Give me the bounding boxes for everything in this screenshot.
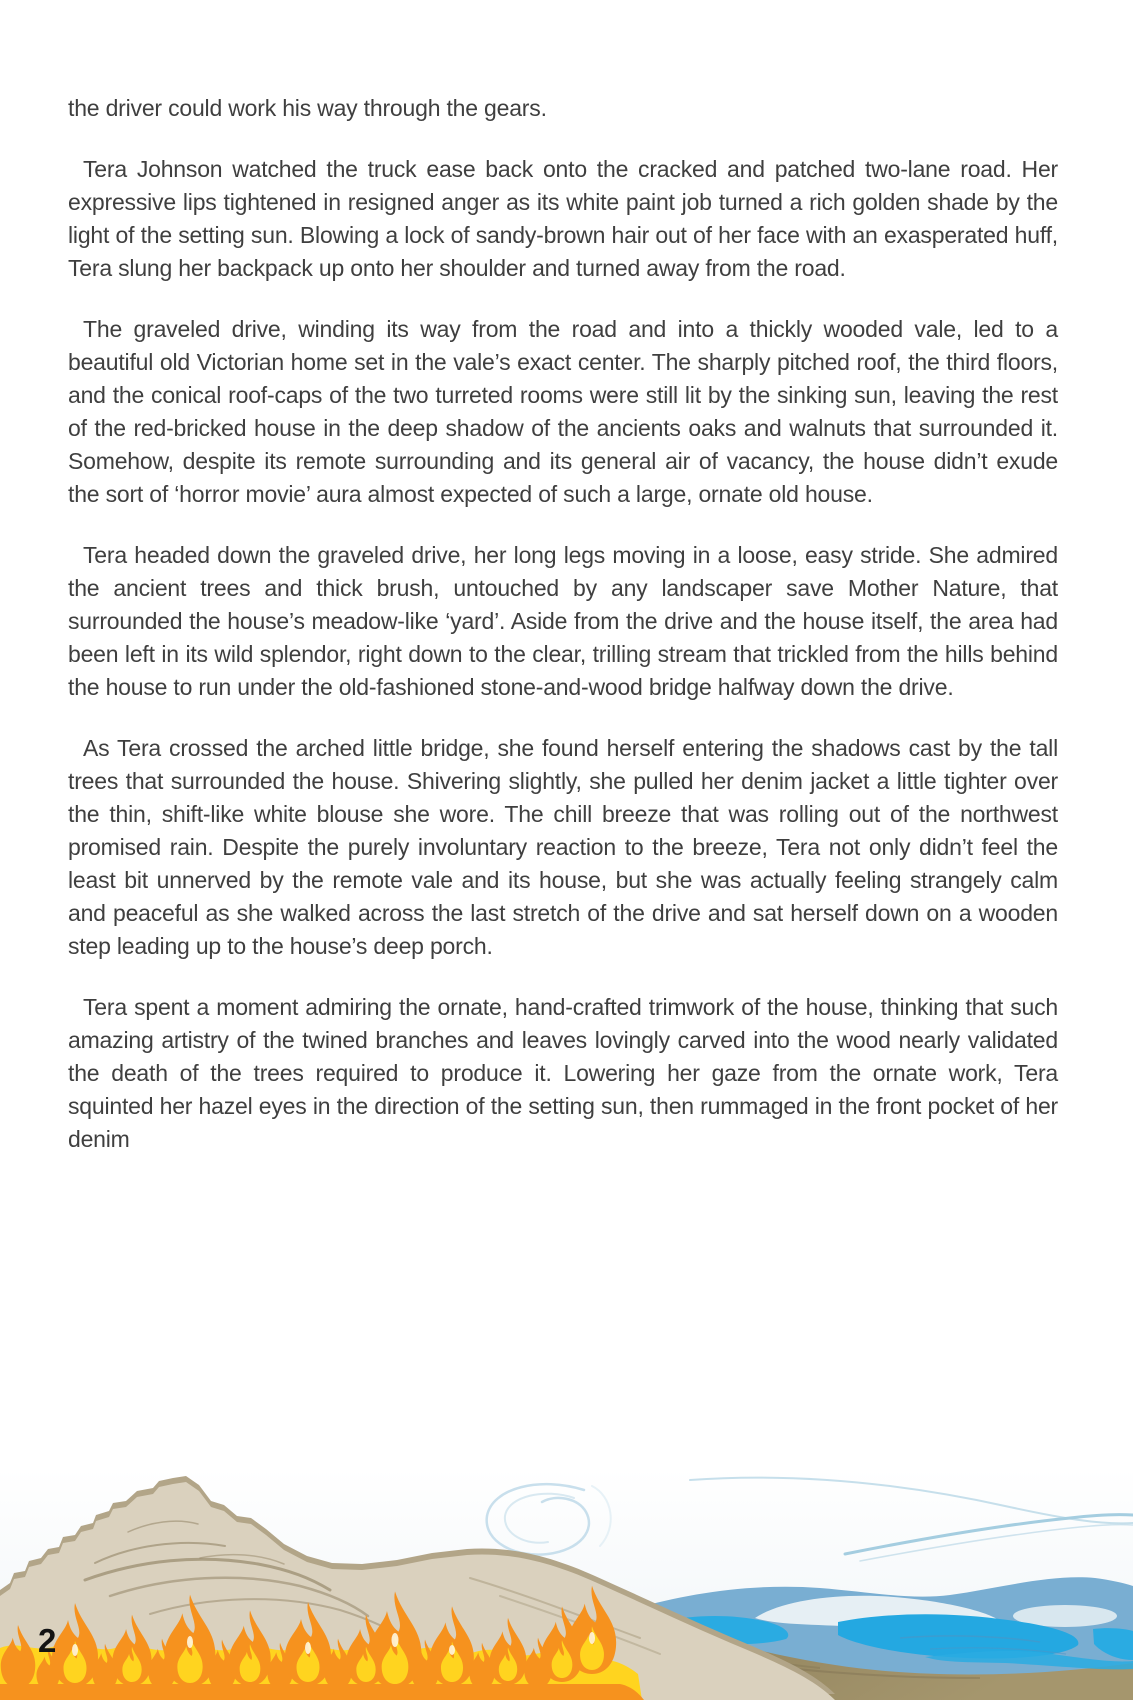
body-paragraph: Tera spent a moment admiring the ornate, hand-crafted trimwork of the house, thinking that such amazing artistry of the twined branches and leaves lovingly carved into the wood nearly validated the death of the trees required to produce it. Lowering her gaze from the ornate work, Tera squinted her hazel eyes in the direction of the setting sun, then rummaged in the front pocket of her denim bbox=[68, 994, 1058, 1152]
footer-illustration bbox=[0, 1468, 1133, 1700]
body-paragraph: Tera Johnson watched the truck ease back onto the cracked and patched two-lane road. Her expressive lips tightened in resigned anger as its white paint job turned a rich golden shade by the light of the setting sun. Blowing a lock of sandy-brown hair out of her face with an exasperated huff, Tera slung her backpack up onto her shoulder and turned away from the road. bbox=[68, 156, 1058, 281]
page-number: 2 bbox=[38, 1622, 57, 1659]
body-paragraph: the driver could work his way through the gears. bbox=[68, 95, 547, 121]
body-text bbox=[68, 92, 1058, 1184]
fire-base-orange bbox=[0, 1684, 644, 1700]
body-paragraph: As Tera crossed the arched little bridge, she found herself entering the shadows cast by the tall trees that surrounded the house. Shivering slightly, she pulled her denim jacket a little tighter over the thin, shift-like white blouse she wore. The chill breeze that was rolling out of the northwest promised rain. Despite the purely involuntary reaction to the breeze, Tera not only didn’t feel the least bit unnerved by the remote vale and its house, but she was actually feeling strangely calm and peaceful as she walked across the last stretch of the drive and sat herself down on a wooden step leading up to the house’s deep porch. bbox=[68, 735, 1058, 959]
body-paragraph: Tera headed down the graveled drive, her long legs moving in a loose, easy stride. She admired the ancient trees and thick brush, untouched by any landscaper save Mother Nature, that surrounded the house’s meadow-like ‘yard’. Aside from the drive and the house itself, the area had been left in its wild splendor, right down to the clear, trilling stream that trickled from the hills behind the house to run under the old-fashioned stone-and-wood bridge halfway down the drive. bbox=[68, 542, 1058, 700]
body-paragraph: The graveled drive, winding its way from the road and into a thickly wooded vale, led to a beautiful old Victorian home set in the vale’s exact center. The sharply pitched roof, the third floors, and the conical roof-caps of the two turreted rooms were still lit by the sinking sun, leaving the rest of the red-bricked house in the deep shadow of the ancients oaks and walnuts that surrounded it. Somehow, despite its remote surrounding and its general air of vacancy, the house didn’t exude the sort of ‘horror movie’ aura almost expected of such a large, ornate old house. bbox=[68, 316, 1058, 507]
